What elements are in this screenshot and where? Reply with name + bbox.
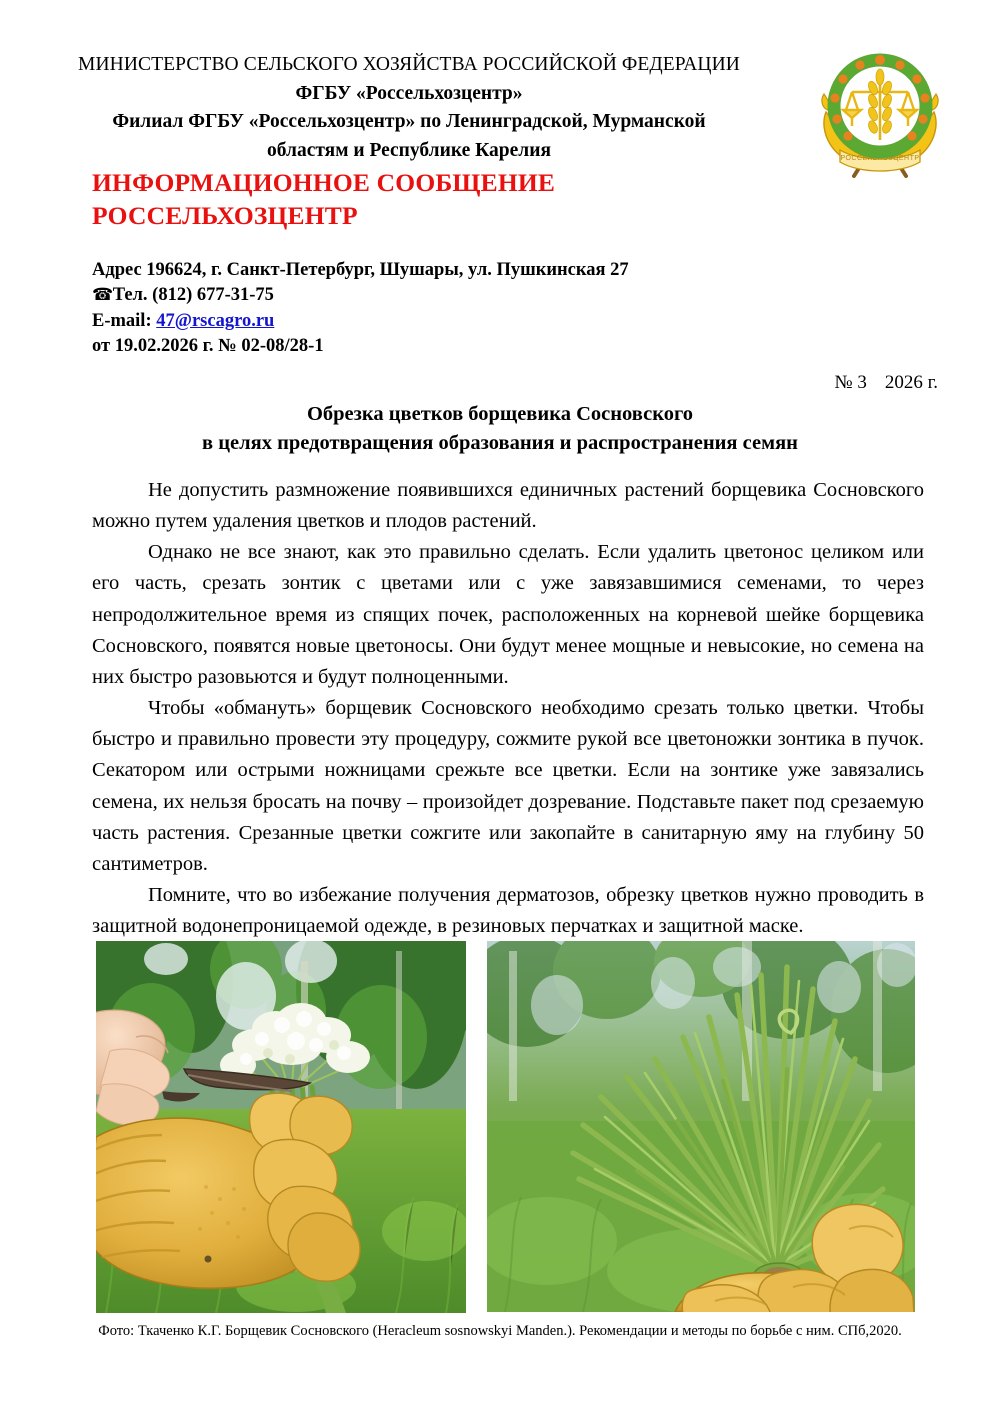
article-body [0, 475, 1000, 942]
body-paragraph-3: Чтобы «обмануть» борщевик Сосновского необходимо срезать только цветки. Чтобы быстро и правильно провести эту процедуру, сожмите рукой все цветоножки зонтика в пучок. Секатором или острыми ножницами срежьте все цветки. Если на зонтике уже завязались семена, их нельзя бросать на почву – произойдет дозревание. Подставьте пакет под срезаемую часть растения. Срезанные цветки сожгите или закопайте в санитарную яму на глубину 50 сантиметров. [92, 697, 924, 875]
email-line [92, 309, 1000, 334]
body-paragraph-4: Помните, что во избежание получения дерматозов, обрезку цветков нужно проводить в защитной водонепроницаемой одежде, в резиновых перчатках и защитной маске. [92, 883, 924, 938]
photo-cut-stalks [487, 941, 915, 1312]
document-header [0, 0, 1000, 162]
address-line: Адрес 196624, г. Санкт-Петербург, Шушары, ул. Пушкинская 27 [92, 260, 629, 281]
contact-block [0, 258, 1000, 359]
phone-line [92, 283, 1000, 308]
date-and-reference-line: от 19.02.2026 г. № 02-08/28-1 [92, 335, 324, 356]
red-title-line2: РОССЕЛЬХОЗЦЕНТР [92, 201, 358, 231]
branch-title-line1: Филиал ФГБУ «Россельхозцентр» по Ленинградской, Мурманской [112, 111, 706, 133]
ministry-title: МИНИСТЕРСТВО СЕЛЬСКОГО ХОЗЯЙСТВА РОССИЙСКОЙ ФЕДЕРАЦИИ [78, 54, 740, 75]
branch-title-line2: областям и Республике Карелия [266, 140, 551, 162]
phone-number: Тел. (812) 677-31-75 [112, 285, 274, 306]
issue-year: 2026 г. [884, 371, 938, 393]
article-title-line2: в целях предотвращения образования и распространения семян [202, 432, 798, 455]
photo-caption: Фото: Ткаченко К.Г. Борщевик Сосновского (Heracleum sosnowskyi Manden.). Рекомендации и методы по борьбе с ним. СПб,2020. [98, 1323, 902, 1339]
email-label: E-mail: [92, 310, 157, 331]
photo-gallery [0, 941, 1000, 1315]
svg-text:РОССЕЛЬХОЗЦЕНТР: РОССЕЛЬХОЗЦЕНТР [840, 155, 920, 162]
body-paragraph-2: Однако не все знают, как это правильно сделать. Если удалить цветонос целиком или его часть, срезать зонтик с цветами или с уже завязавшимися семенами, то через непродолжительное время из спящих почек, расположенных на корневой шейке борщевика Сосновского, появятся новые цветоносы. Они будут менее мощные и невысокие, но семена на них быстро разовьются и будут полноценными. [92, 541, 924, 688]
issue-number-line [0, 372, 1000, 394]
red-title-line1: ИНФОРМАЦИОННОЕ СООБЩЕНИЕ [92, 168, 556, 197]
email-link[interactable]: 47@rscagro.ru [156, 310, 275, 331]
organization-title: ФГБУ «Россельхозцентр» [295, 82, 523, 104]
header-text-block [0, 52, 790, 165]
photo-cutting-flowers [96, 941, 466, 1313]
rosselkhoztsentr-emblem-icon [816, 48, 944, 180]
telephone-icon: ☎ [92, 285, 113, 306]
article-title [0, 400, 1000, 459]
issue-number: № 3 [834, 371, 867, 393]
article-title-line1: Обрезка цветков борщевика Сосновского [306, 402, 694, 425]
body-paragraph-1: Не допустить размножение появившихся единичных растений борщевика Сосновского можно путем удаления цветков и плодов растений. [92, 478, 924, 533]
